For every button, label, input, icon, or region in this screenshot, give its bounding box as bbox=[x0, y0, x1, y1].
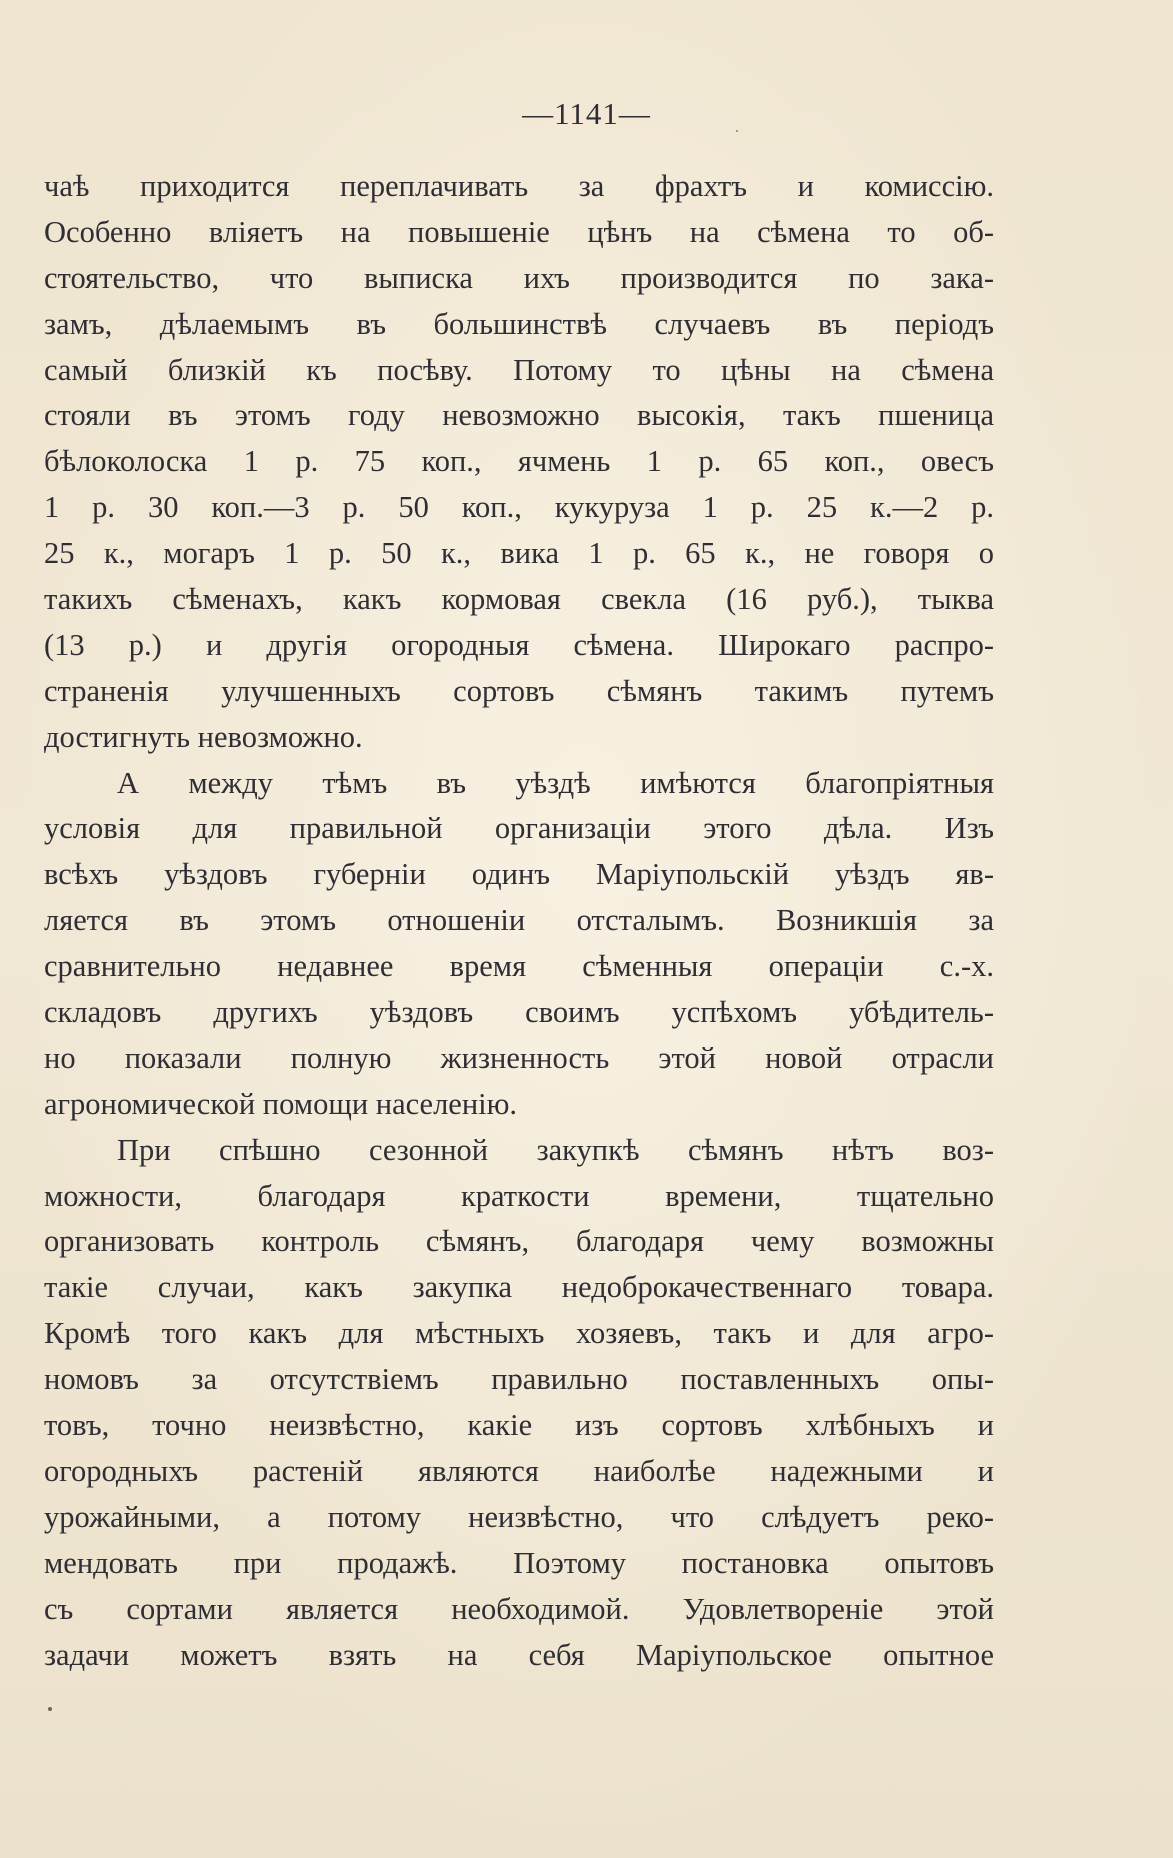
text-line: огородныхъ растеній являются наиболѣе надежными и bbox=[44, 1453, 994, 1488]
text-line: задачи можетъ взять на себя Маріупольское опытное bbox=[44, 1637, 994, 1672]
text-line: съ сортами является необходимой. Удовлетвореніе этой bbox=[44, 1591, 994, 1626]
text-line: складовъ другихъ уѣздовъ своимъ успѣхомъ убѣдитель- bbox=[44, 995, 994, 1030]
text-line: достигнуть невозможно. bbox=[44, 719, 363, 754]
text-line: бѣлоколоска 1 р. 75 коп., ячмень 1 р. 65 коп., овесъ bbox=[44, 444, 994, 479]
text-line: стояли въ этомъ году невозможно высокія, такъ пшеница bbox=[44, 398, 994, 433]
text-line: номовъ за отсутствіемъ правильно поставленныхъ опы- bbox=[44, 1362, 994, 1397]
text-line: мендовать при продажѣ. Поэтому постановка опытовъ bbox=[44, 1545, 994, 1580]
text-line: такихъ сѣменахъ, какъ кормовая свекла (16 руб.), тыква bbox=[44, 582, 994, 617]
text-line: самый близкій къ посѣву. Потому то цѣны на сѣмена bbox=[44, 352, 994, 387]
text-line: Кромѣ того какъ для мѣстныхъ хозяевъ, такъ и для агро- bbox=[44, 1316, 994, 1351]
text-line: ляется въ этомъ отношеніи отсталымъ. Возникшія за bbox=[44, 903, 994, 938]
text-line: стоятельство, что выписка ихъ производится по зака- bbox=[44, 260, 994, 295]
text-line: замъ, дѣлаемымъ въ большинствѣ случаевъ въ періодъ bbox=[44, 306, 994, 341]
text-line: такіе случаи, какъ закупка недоброкачественнаго товара. bbox=[44, 1270, 994, 1305]
text-line: товъ, точно неизвѣстно, какіе изъ сортовъ хлѣбныхъ и bbox=[44, 1408, 994, 1443]
text-line: агрономической помощи населенію. bbox=[44, 1086, 518, 1121]
text-line: А между тѣмъ въ уѣздѣ имѣются благопріятныя bbox=[117, 765, 994, 800]
text-line: чаѣ приходится переплачивать за фрахтъ и комиссію. bbox=[44, 169, 994, 203]
paragraph bbox=[44, 164, 994, 761]
text-line: 25 к., могаръ 1 р. 50 к., вика 1 р. 65 к., не говоря о bbox=[44, 536, 994, 571]
text-line: сравнительно недавнее время сѣменныя операціи с.-х. bbox=[44, 949, 994, 984]
text-line: (13 р.) и другія огородныя сѣмена. Широкаго распро- bbox=[44, 627, 994, 662]
page-number: —1141— bbox=[522, 96, 651, 131]
text-line: можности, благодаря краткости времени, тщательно bbox=[44, 1178, 994, 1213]
text-line: Особенно вліяетъ на повышеніе цѣнъ на сѣмена то об- bbox=[44, 214, 994, 249]
text-line: организовать контроль сѣмянъ, благодаря чему возможны bbox=[44, 1224, 994, 1259]
text-line: всѣхъ уѣздовъ губерніи одинъ Маріупольскій уѣздъ яв- bbox=[44, 857, 994, 892]
text-line: При спѣшно сезонной закупкѣ сѣмянъ нѣтъ воз- bbox=[117, 1132, 994, 1167]
paragraph bbox=[44, 1128, 994, 1679]
text-line: страненія улучшенныхъ сортовъ сѣмянъ такимъ путемъ bbox=[44, 673, 994, 708]
paper-speck bbox=[736, 130, 738, 132]
body-text bbox=[44, 164, 994, 1678]
text-line: урожайными, а потому неизвѣстно, что слѣдуетъ реко- bbox=[44, 1499, 994, 1534]
paper-speck bbox=[48, 1707, 52, 1711]
text-line: 1 р. 30 коп.—3 р. 50 коп., кукуруза 1 р. 25 к.—2 р. bbox=[44, 490, 994, 525]
text-line: но показали полную жизненность этой новой отрасли bbox=[44, 1040, 994, 1075]
text-line: условія для правильной организаціи этого дѣла. Изъ bbox=[44, 811, 994, 846]
paragraph bbox=[44, 761, 994, 1128]
